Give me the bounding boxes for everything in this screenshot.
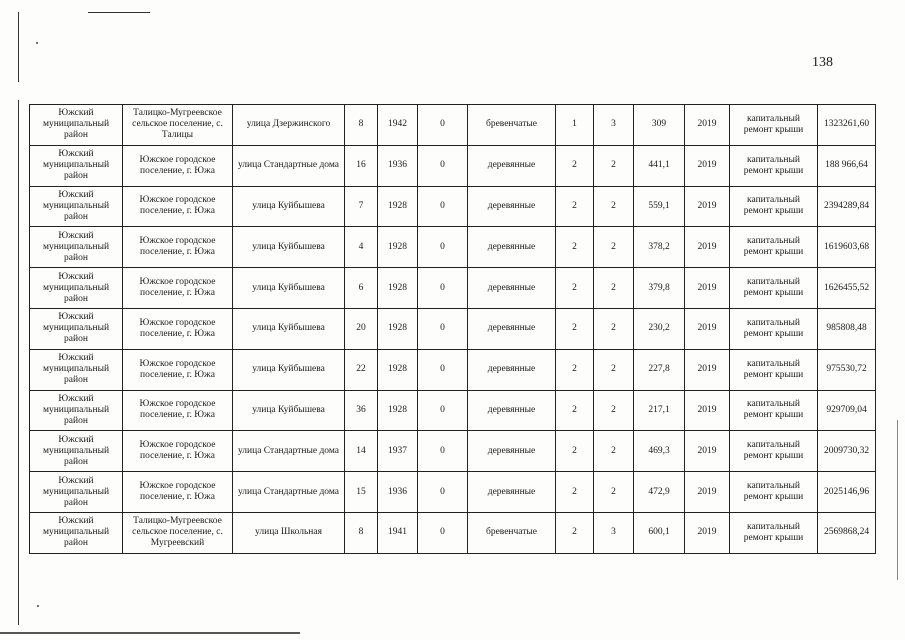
cell-house-number: 22 [345, 349, 378, 390]
cell-cost: 1619603,68 [818, 227, 876, 268]
cell-work-type: капитальный ремонт крыши [730, 431, 818, 472]
table-row [30, 472, 876, 513]
cell-house-number: 6 [345, 268, 378, 309]
cell-repair-year: 2019 [685, 472, 730, 513]
cell-street: улица Дзержинского [233, 105, 345, 146]
table-row [30, 349, 876, 390]
scan-edge-bottom [0, 632, 300, 634]
table-row [30, 390, 876, 431]
cell-wall-material: деревянные [468, 472, 556, 513]
cell-district: Южский муниципальный район [30, 512, 123, 553]
cell-floors: 2 [556, 349, 594, 390]
cell-house-number: 8 [345, 105, 378, 146]
cell-floors: 2 [556, 512, 594, 553]
cell-district: Южский муниципальный район [30, 186, 123, 227]
cell-repair-year: 2019 [685, 308, 730, 349]
cell-entrances: 3 [594, 105, 634, 146]
cell-street: улица Куйбышева [233, 268, 345, 309]
cell-year-built: 1928 [378, 308, 418, 349]
scan-edge-right [897, 420, 898, 580]
cell-entrances: 2 [594, 268, 634, 309]
cell-wear: 0 [418, 512, 468, 553]
cell-wall-material: деревянные [468, 431, 556, 472]
cell-district: Южский муниципальный район [30, 268, 123, 309]
cell-wear: 0 [418, 431, 468, 472]
cell-repair-year: 2019 [685, 227, 730, 268]
cell-area: 227,8 [634, 349, 685, 390]
cell-wear: 0 [418, 308, 468, 349]
scan-edge-left-lower [18, 100, 19, 625]
cell-work-type: капитальный ремонт крыши [730, 512, 818, 553]
cell-area: 309 [634, 105, 685, 146]
cell-floors: 2 [556, 472, 594, 513]
cell-district: Южский муниципальный район [30, 227, 123, 268]
cell-settlement: Южское городское поселение, г. Южа [123, 472, 233, 513]
cell-house-number: 36 [345, 390, 378, 431]
cell-year-built: 1936 [378, 145, 418, 186]
cell-entrances: 3 [594, 512, 634, 553]
cell-area: 378,2 [634, 227, 685, 268]
cell-wall-material: деревянные [468, 268, 556, 309]
cell-wear: 0 [418, 145, 468, 186]
scan-speck [36, 42, 38, 44]
cell-repair-year: 2019 [685, 349, 730, 390]
cell-area: 230,2 [634, 308, 685, 349]
cell-entrances: 2 [594, 186, 634, 227]
cell-district: Южский муниципальный район [30, 390, 123, 431]
cell-floors: 2 [556, 390, 594, 431]
cell-district: Южский муниципальный район [30, 431, 123, 472]
cell-repair-year: 2019 [685, 186, 730, 227]
cell-cost: 985808,48 [818, 308, 876, 349]
cell-settlement: Южское городское поселение, г. Южа [123, 145, 233, 186]
table-row [30, 512, 876, 553]
cell-wear: 0 [418, 227, 468, 268]
cell-wear: 0 [418, 105, 468, 146]
cell-cost: 2569868,24 [818, 512, 876, 553]
cell-area: 441,1 [634, 145, 685, 186]
cell-district: Южский муниципальный район [30, 349, 123, 390]
cell-area: 600,1 [634, 512, 685, 553]
table-body [30, 105, 876, 554]
cell-entrances: 2 [594, 227, 634, 268]
cell-work-type: капитальный ремонт крыши [730, 472, 818, 513]
cell-street: улица Куйбышева [233, 349, 345, 390]
cell-settlement: Южское городское поселение, г. Южа [123, 308, 233, 349]
cell-cost: 1323261,60 [818, 105, 876, 146]
cell-year-built: 1928 [378, 227, 418, 268]
cell-wear: 0 [418, 186, 468, 227]
cell-work-type: капитальный ремонт крыши [730, 227, 818, 268]
cell-street: улица Стандартные дома [233, 431, 345, 472]
cell-cost: 975530,72 [818, 349, 876, 390]
cell-area: 559,1 [634, 186, 685, 227]
cell-wall-material: бревенчатые [468, 105, 556, 146]
cell-district: Южский муниципальный район [30, 145, 123, 186]
cell-year-built: 1928 [378, 349, 418, 390]
cell-settlement: Южское городское поселение, г. Южа [123, 431, 233, 472]
scan-speck [37, 605, 39, 607]
cell-entrances: 2 [594, 308, 634, 349]
cell-house-number: 4 [345, 227, 378, 268]
cell-area: 469,3 [634, 431, 685, 472]
cell-wall-material: деревянные [468, 186, 556, 227]
cell-wear: 0 [418, 349, 468, 390]
cell-repair-year: 2019 [685, 512, 730, 553]
cell-repair-year: 2019 [685, 431, 730, 472]
cell-work-type: капитальный ремонт крыши [730, 105, 818, 146]
cell-house-number: 7 [345, 186, 378, 227]
cell-year-built: 1942 [378, 105, 418, 146]
cell-district: Южский муниципальный район [30, 105, 123, 146]
cell-house-number: 8 [345, 512, 378, 553]
cell-settlement: Южское городское поселение, г. Южа [123, 227, 233, 268]
table-row [30, 268, 876, 309]
cell-settlement: Южское городское поселение, г. Южа [123, 349, 233, 390]
cell-wall-material: бревенчатые [468, 512, 556, 553]
cell-settlement: Южское городское поселение, г. Южа [123, 390, 233, 431]
cell-floors: 2 [556, 145, 594, 186]
table-row [30, 105, 876, 146]
cell-house-number: 15 [345, 472, 378, 513]
cell-work-type: капитальный ремонт крыши [730, 390, 818, 431]
cell-wall-material: деревянные [468, 227, 556, 268]
cell-work-type: капитальный ремонт крыши [730, 268, 818, 309]
cell-settlement: Талицко-Мугреевское сельское поселение, с. Мугреевский [123, 512, 233, 553]
cell-entrances: 2 [594, 145, 634, 186]
cell-area: 472,9 [634, 472, 685, 513]
cell-entrances: 2 [594, 349, 634, 390]
cell-settlement: Талицко-Мугреевское сельское поселение, с. Талицы [123, 105, 233, 146]
cell-wear: 0 [418, 268, 468, 309]
table-row [30, 227, 876, 268]
cell-year-built: 1937 [378, 431, 418, 472]
cell-year-built: 1928 [378, 268, 418, 309]
table-row [30, 431, 876, 472]
cell-street: улица Куйбышева [233, 227, 345, 268]
cell-cost: 188 966,64 [818, 145, 876, 186]
cell-year-built: 1928 [378, 186, 418, 227]
cell-street: улица Куйбышева [233, 186, 345, 227]
housing-repair-table [29, 104, 876, 554]
cell-entrances: 2 [594, 390, 634, 431]
cell-year-built: 1941 [378, 512, 418, 553]
cell-cost: 929709,04 [818, 390, 876, 431]
cell-entrances: 2 [594, 431, 634, 472]
cell-wear: 0 [418, 390, 468, 431]
cell-floors: 2 [556, 431, 594, 472]
cell-repair-year: 2019 [685, 390, 730, 431]
cell-floors: 2 [556, 308, 594, 349]
scan-edge-left [18, 12, 19, 82]
cell-cost: 2009730,32 [818, 431, 876, 472]
cell-area: 217,1 [634, 390, 685, 431]
cell-settlement: Южское городское поселение, г. Южа [123, 268, 233, 309]
cell-wall-material: деревянные [468, 308, 556, 349]
cell-work-type: капитальный ремонт крыши [730, 308, 818, 349]
cell-wear: 0 [418, 472, 468, 513]
cell-cost: 1626455,52 [818, 268, 876, 309]
scan-edge-top [88, 12, 150, 13]
cell-repair-year: 2019 [685, 268, 730, 309]
cell-cost: 2394289,84 [818, 186, 876, 227]
cell-floors: 2 [556, 268, 594, 309]
cell-work-type: капитальный ремонт крыши [730, 349, 818, 390]
cell-district: Южский муниципальный район [30, 472, 123, 513]
cell-repair-year: 2019 [685, 145, 730, 186]
cell-entrances: 2 [594, 472, 634, 513]
cell-district: Южский муниципальный район [30, 308, 123, 349]
cell-street: улица Стандартные дома [233, 145, 345, 186]
table-row [30, 186, 876, 227]
cell-floors: 2 [556, 186, 594, 227]
cell-area: 379,8 [634, 268, 685, 309]
cell-wall-material: деревянные [468, 349, 556, 390]
cell-street: улица Куйбышева [233, 390, 345, 431]
cell-repair-year: 2019 [685, 105, 730, 146]
cell-street: улица Стандартные дома [233, 472, 345, 513]
cell-street: улица Куйбышева [233, 308, 345, 349]
cell-house-number: 16 [345, 145, 378, 186]
cell-cost: 2025146,96 [818, 472, 876, 513]
cell-wall-material: деревянные [468, 390, 556, 431]
cell-house-number: 14 [345, 431, 378, 472]
cell-year-built: 1928 [378, 390, 418, 431]
table-row [30, 145, 876, 186]
page-number: 138 [812, 55, 833, 70]
cell-wall-material: деревянные [468, 145, 556, 186]
cell-house-number: 20 [345, 308, 378, 349]
cell-settlement: Южское городское поселение, г. Южа [123, 186, 233, 227]
cell-work-type: капитальный ремонт крыши [730, 145, 818, 186]
cell-street: улица Школьная [233, 512, 345, 553]
cell-work-type: капитальный ремонт крыши [730, 186, 818, 227]
cell-floors: 1 [556, 105, 594, 146]
table-row [30, 308, 876, 349]
cell-floors: 2 [556, 227, 594, 268]
cell-year-built: 1936 [378, 472, 418, 513]
